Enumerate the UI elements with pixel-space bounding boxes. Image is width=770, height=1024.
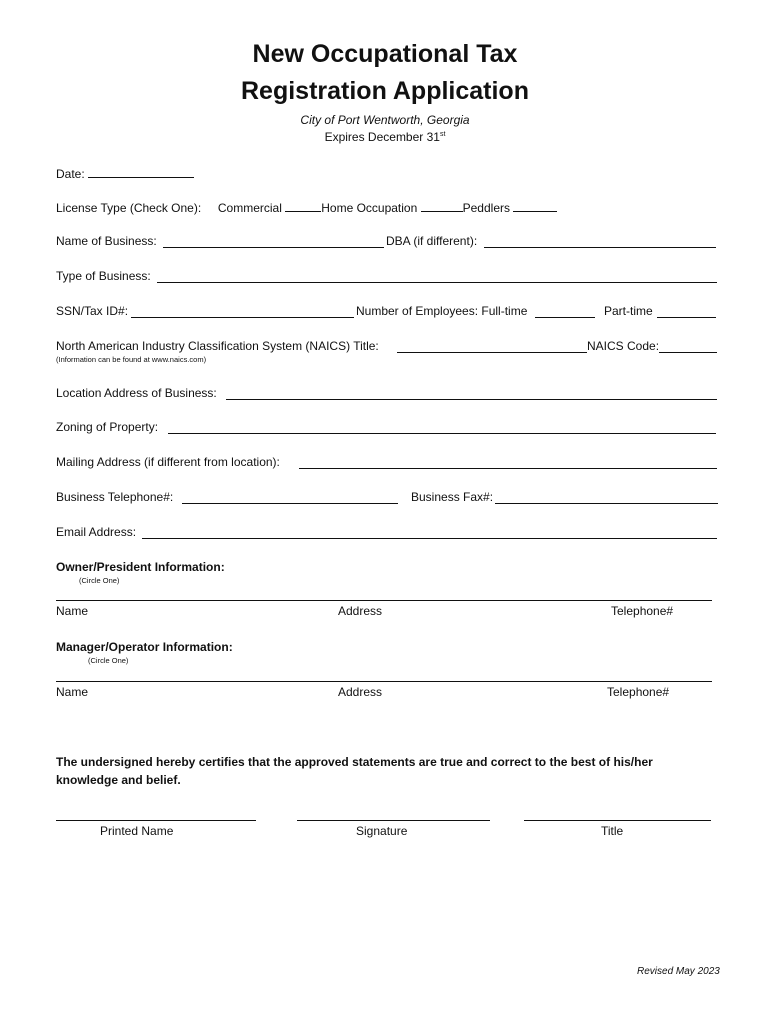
fax-input-line[interactable] xyxy=(495,503,718,504)
expiry-suffix: st xyxy=(439,131,446,138)
expiry-text: Expires December 31 xyxy=(324,130,440,144)
manager-circle-note: (Circle One) xyxy=(88,656,129,665)
commercial-option-label: Commercial xyxy=(217,201,282,215)
form-title-line2: Registration Application xyxy=(241,77,529,105)
owner-telephone-label: Telephone# xyxy=(611,604,674,618)
date-input-line[interactable] xyxy=(88,165,194,178)
telephone-input-line[interactable] xyxy=(182,503,398,504)
printed-name-line[interactable] xyxy=(56,820,256,821)
date-label: Date: xyxy=(56,167,85,181)
home-occupation-option-label: Home Occupation xyxy=(321,201,418,215)
email-label: Email Address: xyxy=(56,525,137,539)
owner-address-label: Address xyxy=(338,604,383,618)
dba-input-line[interactable] xyxy=(484,247,716,248)
owner-name-label: Name xyxy=(56,604,89,618)
naics-title-label: North American Industry Classification System (NAICS) Title: xyxy=(56,339,379,353)
mailing-label: Mailing Address (if different from location): xyxy=(56,455,280,469)
signature-label: Signature xyxy=(356,824,408,838)
home-occupation-check-line[interactable] xyxy=(421,199,463,212)
naics-note: (Information can be found at www.naics.com) xyxy=(56,355,207,364)
certification-line1: The undersigned hereby certifies that the approved statements are true and correct to the best of his/her xyxy=(56,755,653,769)
zoning-input-line[interactable] xyxy=(168,433,716,434)
owner-heading: Owner/President Information: xyxy=(56,560,225,574)
fulltime-input-line[interactable] xyxy=(535,317,595,318)
business-type-input-line[interactable] xyxy=(157,282,717,283)
date-row xyxy=(56,165,194,181)
revised-note: Revised May 2023 xyxy=(637,966,720,977)
naics-code-label: NAICS Code: xyxy=(587,339,660,353)
peddlers-option-label: Peddlers xyxy=(462,201,510,215)
mailing-input-line[interactable] xyxy=(299,468,717,469)
manager-address-label: Address xyxy=(338,685,383,699)
expiry-note xyxy=(0,130,770,144)
location-input-line[interactable] xyxy=(226,399,717,400)
license-type-row xyxy=(56,199,557,215)
telephone-label: Business Telephone#: xyxy=(56,490,174,504)
owner-input-line[interactable] xyxy=(56,600,712,601)
license-type-label: License Type (Check One): xyxy=(56,201,202,215)
location-label: Location Address of Business: xyxy=(56,386,217,400)
commercial-check-line[interactable] xyxy=(285,199,321,212)
fulltime-label: Number of Employees: Full-time xyxy=(356,304,528,318)
signature-line[interactable] xyxy=(297,820,490,821)
certification-line2: knowledge and belief. xyxy=(56,773,181,787)
zoning-label: Zoning of Property: xyxy=(56,420,159,434)
manager-heading: Manager/Operator Information: xyxy=(56,640,233,654)
manager-input-line[interactable] xyxy=(56,681,712,682)
naics-code-input-line[interactable] xyxy=(659,352,717,353)
parttime-label: Part-time xyxy=(604,304,653,318)
dba-label: DBA (if different): xyxy=(386,234,478,248)
naics-title-input-line[interactable] xyxy=(397,352,587,353)
manager-telephone-label: Telephone# xyxy=(607,685,670,699)
email-input-line[interactable] xyxy=(142,538,717,539)
manager-name-label: Name xyxy=(56,685,89,699)
form-title-line1: New Occupational Tax xyxy=(252,40,518,68)
ssn-input-line[interactable] xyxy=(131,317,354,318)
parttime-input-line[interactable] xyxy=(657,317,716,318)
city-subtitle: City of Port Wentworth, Georgia xyxy=(300,113,470,127)
fax-label: Business Fax#: xyxy=(411,490,494,504)
business-type-label: Type of Business: xyxy=(56,269,151,283)
title-label: Title xyxy=(601,824,624,838)
printed-name-label: Printed Name xyxy=(100,824,174,838)
business-name-input-line[interactable] xyxy=(163,247,384,248)
ssn-label: SSN/Tax ID#: xyxy=(56,304,129,318)
title-line[interactable] xyxy=(524,820,711,821)
peddlers-check-line[interactable] xyxy=(513,199,557,212)
business-name-label: Name of Business: xyxy=(56,234,157,248)
owner-circle-note: (Circle One) xyxy=(79,576,120,585)
